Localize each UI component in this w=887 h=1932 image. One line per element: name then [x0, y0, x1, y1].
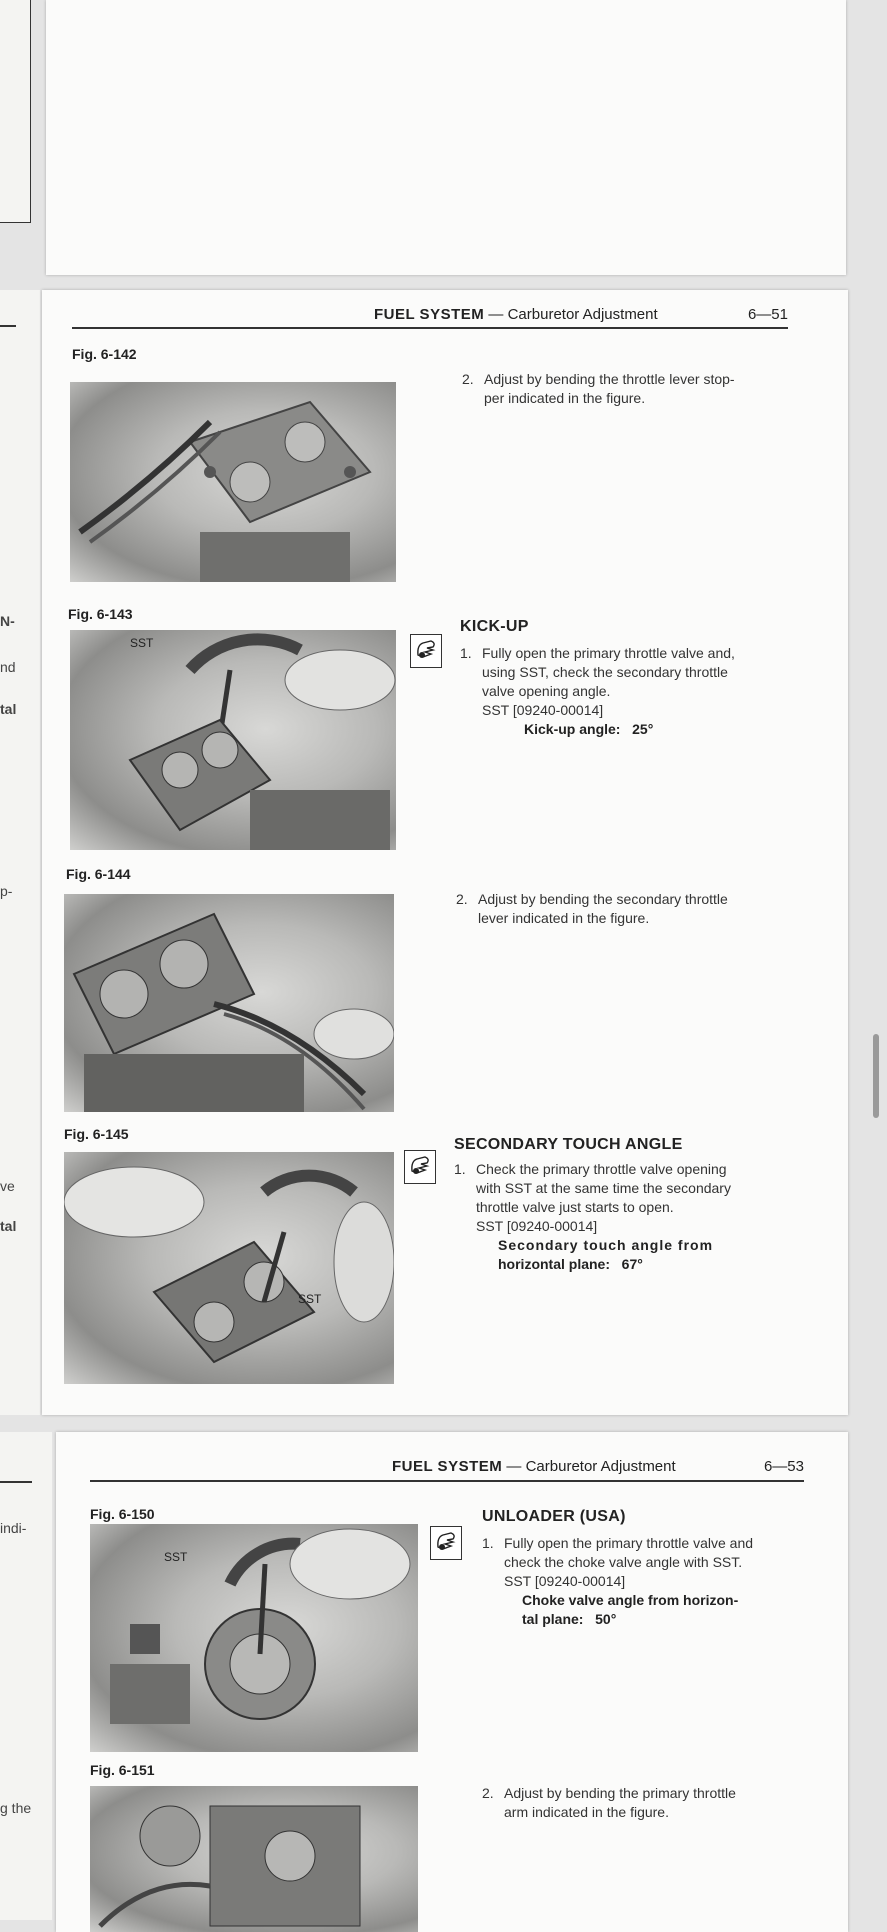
step-number: 1. [482, 1535, 494, 1551]
kickup-spec [460, 720, 800, 739]
touch-angle-spec-line: Secondary touch angle from [498, 1237, 714, 1253]
left-fragment-text: g the [0, 1800, 32, 1816]
subsection-title: — Carburetor Adjustment [506, 1458, 676, 1475]
left-page-strip-1 [0, 290, 40, 1415]
previous-page-bottom [46, 0, 846, 275]
figure-label: Fig. 6-144 [66, 866, 131, 882]
carburetor-lever-photo [64, 894, 394, 1112]
step-text: Adjust by bending the primary throttle [504, 1785, 736, 1801]
unloader-step [482, 1534, 842, 1629]
page-header [374, 306, 788, 323]
sst-callout: SST [130, 636, 154, 650]
sst-tool-icon [404, 1150, 436, 1184]
sst-tool-icon [410, 634, 442, 668]
left-page-rule [0, 1481, 32, 1483]
step-text: throttle valve just starts to open. [476, 1199, 674, 1215]
step-text: with SST at the same time the secondary [476, 1180, 731, 1196]
kickup-heading: KICK-UP [460, 618, 529, 635]
step-text: Adjust by bending the throttle lever stop- [484, 371, 735, 387]
carburetor-sst-photo [70, 630, 396, 850]
step-adjust-primary [482, 1784, 842, 1822]
figure-label: Fig. 6-151 [90, 1762, 155, 1778]
figure-label: Fig. 6-150 [90, 1506, 155, 1522]
step-text: arm indicated in the figure. [504, 1804, 669, 1820]
left-page-rule [0, 325, 16, 327]
spec-label: tal plane: [522, 1611, 584, 1627]
subsection-title: — Carburetor Adjustment [488, 306, 658, 323]
step-number: 2. [482, 1785, 494, 1801]
left-fragment-text: ve [0, 1178, 15, 1194]
sst-part-number: SST [09240-00014] [482, 702, 604, 718]
page-number: 6—53 [763, 1458, 804, 1475]
sst-part-number: SST [09240-00014] [476, 1218, 598, 1234]
section-title: FUEL SYSTEM [392, 1458, 503, 1475]
page-number: 6—51 [747, 306, 788, 323]
step-number: 1. [454, 1161, 466, 1177]
touch-angle-spec [454, 1255, 824, 1274]
step-text: check the choke valve angle with SST. [504, 1554, 743, 1570]
touch-angle-heading: SECONDARY TOUCH ANGLE [454, 1136, 683, 1153]
spec-value: 67° [621, 1256, 643, 1272]
step-adjust-secondary [456, 890, 806, 928]
step-number: 2. [456, 891, 468, 907]
sst-tool-icon [430, 1526, 462, 1560]
page-header [392, 1458, 804, 1475]
spec-value: 25° [632, 721, 654, 737]
left-fragment-text: tal [0, 701, 17, 717]
left-fragment-text: tal [0, 1218, 17, 1234]
touch-angle-step [454, 1160, 824, 1274]
step-number: 1. [460, 645, 472, 661]
carburetor-photo [70, 382, 396, 582]
step-text: Fully open the primary throttle valve and [504, 1535, 754, 1551]
manual-page-6-53 [56, 1432, 848, 1932]
kickup-step [460, 644, 800, 739]
sst-part-number: SST [09240-00014] [504, 1573, 626, 1589]
step-text: Adjust by bending the secondary throttle [478, 891, 728, 907]
step-text: Fully open the primary throttle valve and, [482, 645, 735, 661]
choke-spec-line: Choke valve angle from horizon- [522, 1592, 739, 1608]
sst-callout: SST [298, 1292, 322, 1306]
spec-label: Kick-up angle: [524, 721, 621, 737]
unloader-heading: UNLOADER (USA) [482, 1508, 626, 1525]
carburetor-choke-photo [90, 1524, 418, 1752]
step-text: using SST, check the secondary throttle [482, 664, 728, 680]
header-rule [72, 327, 788, 329]
step-number: 2. [462, 371, 474, 387]
left-fragment-text: indi- [0, 1520, 27, 1536]
left-fragment-text: N- [0, 613, 15, 629]
carburetor-arm-photo [90, 1786, 418, 1932]
step-adjust-stopper [462, 370, 802, 408]
figure-label: Fig. 6-145 [64, 1126, 129, 1142]
choke-spec [482, 1610, 842, 1629]
sst-callout: SST [164, 1550, 188, 1564]
spec-value: 50° [595, 1611, 617, 1627]
section-title: FUEL SYSTEM [374, 306, 485, 323]
spec-label: horizontal plane: [498, 1256, 610, 1272]
figure-label: Fig. 6-143 [68, 606, 133, 622]
step-text: Check the primary throttle valve opening [476, 1161, 727, 1177]
left-fragment-text: nd [0, 659, 16, 675]
scrollbar-thumb[interactable] [873, 1034, 879, 1118]
step-text: per indicated in the figure. [484, 390, 646, 406]
carburetor-touch-angle-photo [64, 1152, 394, 1384]
left-fragment-text: p- [0, 883, 13, 899]
step-text: lever indicated in the figure. [478, 910, 650, 926]
previous-left-page [0, 0, 31, 223]
header-rule [90, 1480, 804, 1482]
manual-page-6-51 [42, 290, 848, 1415]
figure-label: Fig. 6-142 [72, 346, 137, 362]
left-page-strip-2 [0, 1432, 52, 1920]
step-text: valve opening angle. [482, 683, 611, 699]
